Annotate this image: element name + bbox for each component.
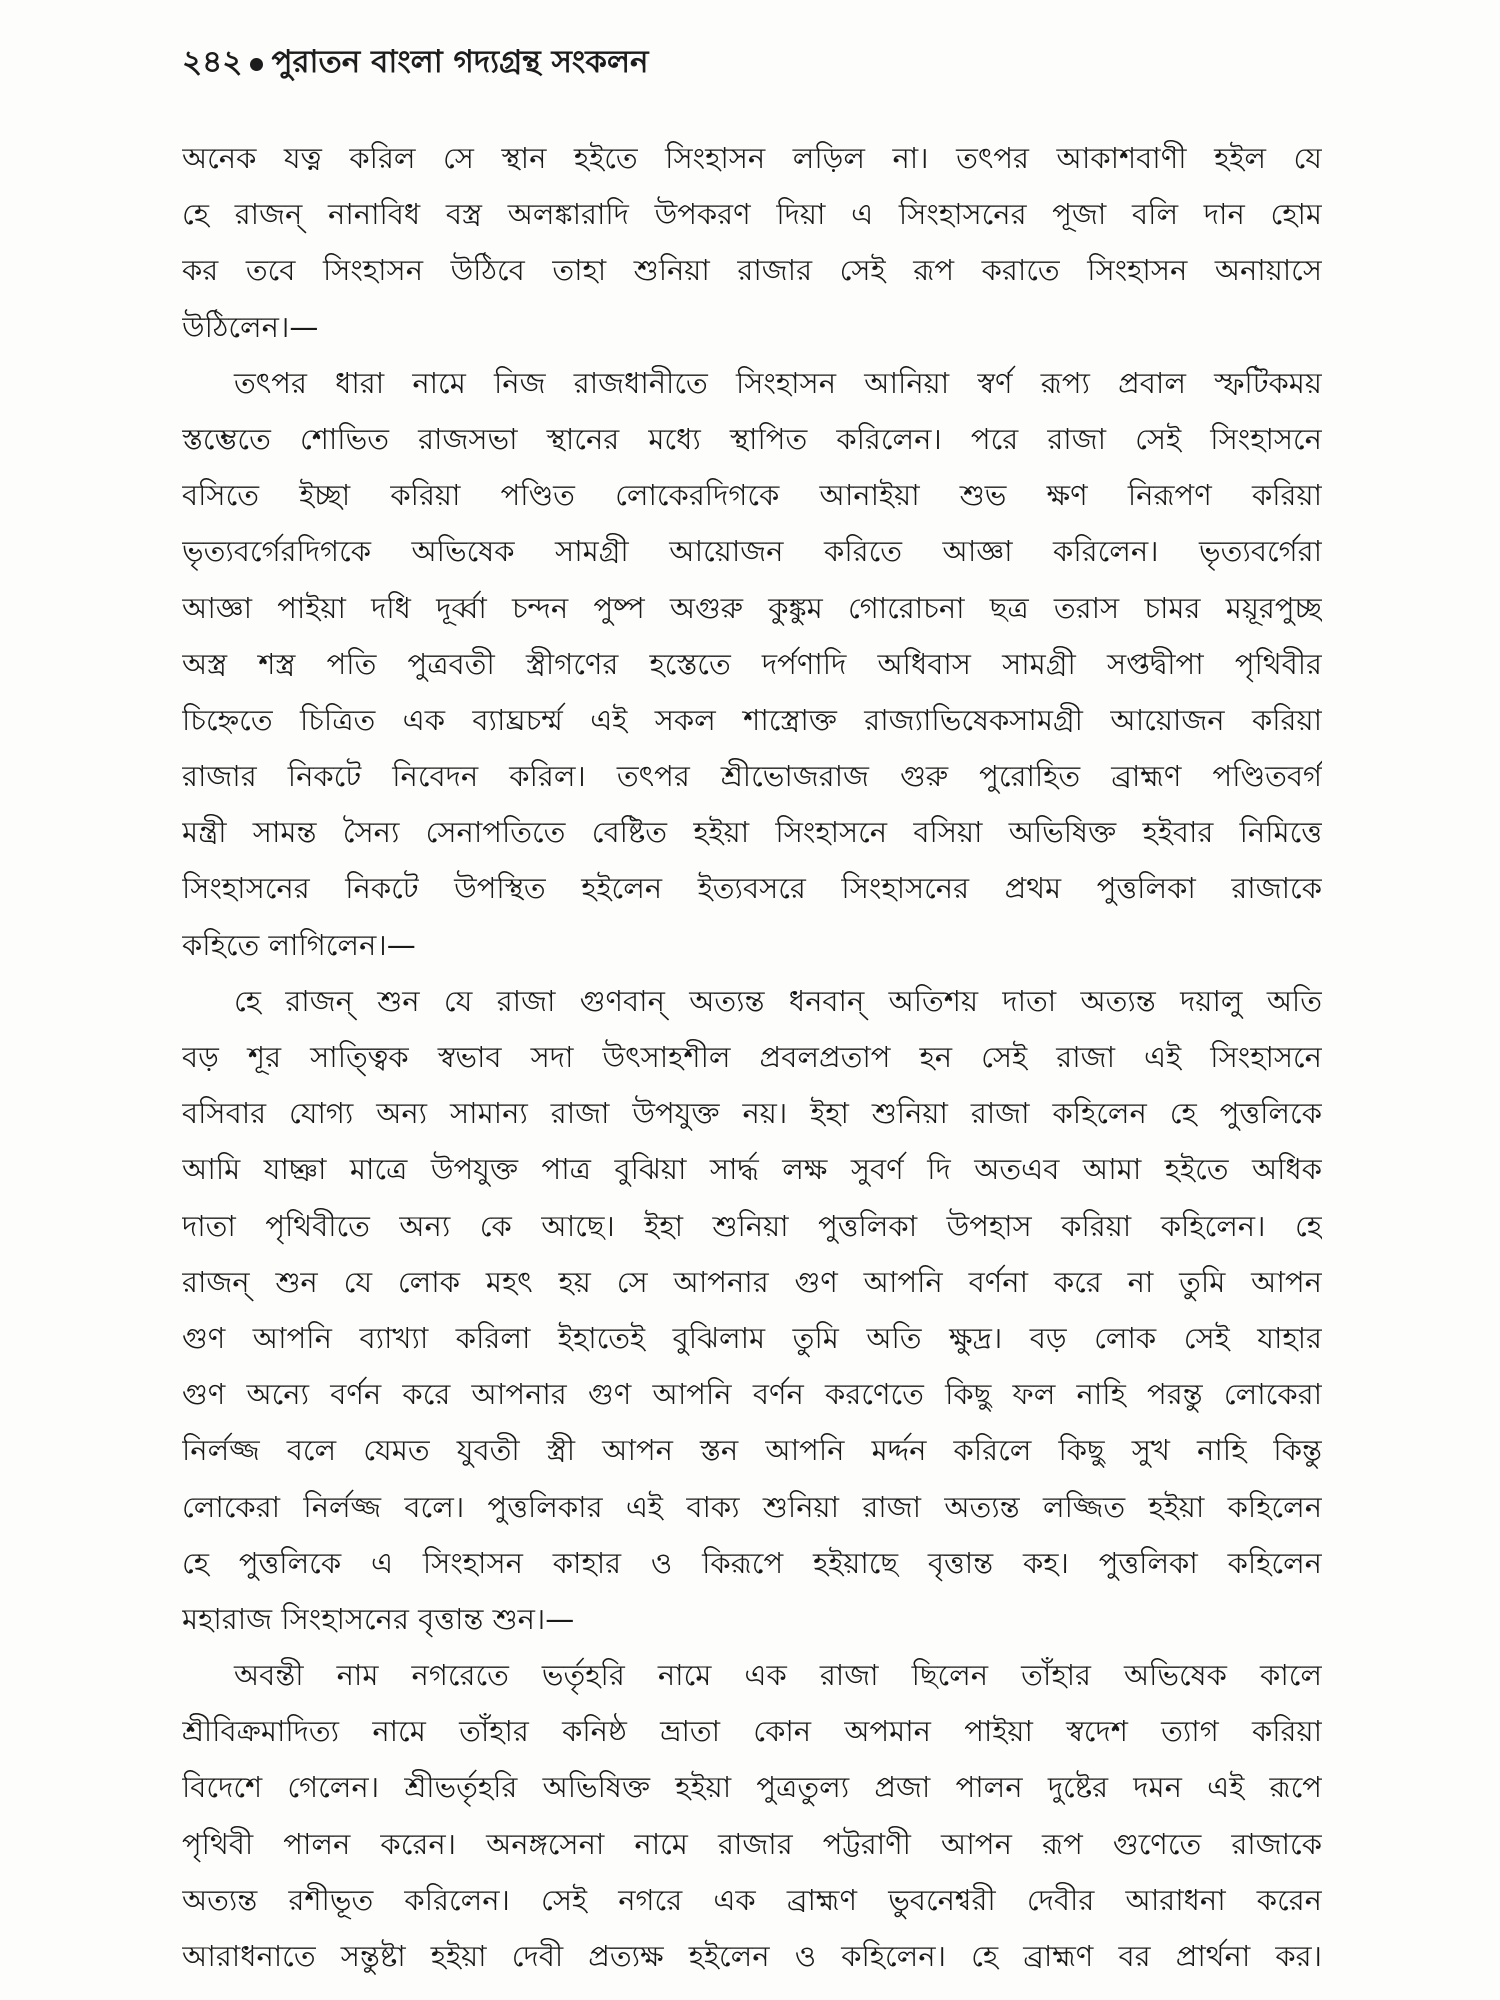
text-line: আমি যাচ্ঞা মাত্রে উপযুক্ত পাত্র বুঝিয়া সার্দ্ধ লক্ষ সুবর্ণ দি অতএব আমা হইতে অধিক — [182, 1152, 1322, 1187]
text-line: বড় শূর সাত্ত্বিক স্বভাব সদা উৎসাহশীল প্রবলপ্রতাপ হন সেই রাজা এই সিংহাসনে — [182, 1040, 1322, 1074]
text-line: সিংহাসনের নিকটে উপস্থিত হইলেন ইত্যবসরে সিংহাসনের প্রথম পুত্তলিকা রাজাকে — [182, 871, 1322, 906]
text-line: ভৃত্যবর্গেরদিগকে অভিষেক সামগ্রী আয়োজন করিতে আজ্ঞা করিলেন। ভৃত্যবর্গেরা — [182, 534, 1322, 569]
text-line: অনেক যত্ন করিল সে স্থান হইতে সিংহাসন লড়িল না। তৎপর আকাশবাণী হইল যে — [182, 141, 1322, 175]
text-line: কহিতে লাগিলেন।— — [182, 927, 416, 962]
text-line: তৎপর ধারা নামে নিজ রাজধানীতে সিংহাসন আনিয়া স্বর্ণ রূপ্য প্রবাল স্ফটিকময় — [234, 365, 1322, 400]
text-line: মন্ত্রী সামন্ত সৈন্য সেনাপতিতে বেষ্টিত হইয়া সিংহাসনে বসিয়া অভিষিক্ত হইবার নিমিত্তে — [182, 815, 1322, 850]
text-line: লোকেরা নির্লজ্জ বলে। পুত্তলিকার এই বাক্য শুনিয়া রাজা অত্যন্ত লজ্জিত হইয়া কহিলেন — [182, 1489, 1322, 1524]
page-number: ২৪২ — [182, 44, 243, 80]
text-line: হে পুত্তলিকে এ সিংহাসন কাহার ও কিরূপে হইয়াছে বৃত্তান্ত কহ। পুত্তলিকা কহিলেন — [182, 1545, 1322, 1580]
text-line: উঠিলেন।— — [182, 309, 319, 344]
body-text — [182, 130, 1322, 1984]
text-line: আরাধনাতে সন্তুষ্টা হইয়া দেবী প্রত্যক্ষ হইলেন ও কহিলেন। হে ব্রাহ্মণ বর প্রার্থনা কর। — [182, 1939, 1322, 1973]
running-head — [182, 38, 649, 90]
text-line: গুণ অন্যে বর্ণন করে আপনার গুণ আপনি বর্ণন করণেতে কিছু ফল নাহি পরন্তু লোকেরা — [182, 1377, 1322, 1412]
text-line: কর তবে সিংহাসন উঠিবে তাহা শুনিয়া রাজার সেই রূপ করাতে সিংহাসন অনায়াসে — [182, 253, 1322, 288]
text-line: গুণ আপনি ব্যাখ্যা করিলা ইহাতেই বুঝিলাম তুমি অতি ক্ষুদ্র। বড় লোক সেই যাহার — [182, 1320, 1322, 1355]
text-line: রাজার নিকটে নিবেদন করিল। তৎপর শ্রীভোজরাজ গুরু পুরোহিত ব্রাহ্মণ পণ্ডিতবর্গ — [182, 759, 1322, 794]
text-line: হে রাজন্ নানাবিধ বস্ত্র অলঙ্কারাদি উপকরণ দিয়া এ সিংহাসনের পূজা বলি দান হোম — [182, 197, 1322, 232]
text-line: বসিতে ইচ্ছা করিয়া পণ্ডিত লোকেরদিগকে আনাইয়া শুভ ক্ষণ নিরূপণ করিয়া — [182, 478, 1322, 513]
book-title: পুরাতন বাংলা গদ্যগ্রন্থ সংকলন — [271, 44, 649, 80]
text-line: দাতা পৃথিবীতে অন্য কে আছে। ইহা শুনিয়া পুত্তলিকা উপহাস করিয়া কহিলেন। হে — [182, 1208, 1322, 1243]
text-line: চিহ্নেতে চিত্রিত এক ব্যাঘ্রচর্ম্ম এই সকল শাস্ত্রোক্ত রাজ্যাভিষেকসামগ্রী আয়োজন করিয়া — [182, 702, 1322, 737]
text-line: বসিবার যোগ্য অন্য সামান্য রাজা উপযুক্ত নয়। ইহা শুনিয়া রাজা কহিলেন হে পুত্তলিকে — [182, 1096, 1322, 1131]
text-line: বিদেশে গেলেন। শ্রীভর্তৃহরি অভিষিক্ত হইয়া পুত্রতুল্য প্রজা পালন দুষ্টের দমন এই রূপে — [182, 1770, 1322, 1805]
text-line: স্তম্ভেতে শোভিত রাজসভা স্থানের মধ্যে স্থাপিত করিলেন। পরে রাজা সেই সিংহাসনে — [182, 421, 1322, 456]
text-line: শ্রীবিক্রমাদিত্য নামে তাঁহার কনিষ্ঠ ভ্রাতা কোন অপমান পাইয়া স্বদেশ ত্যাগ করিয়া — [182, 1714, 1322, 1749]
text-line: মহারাজ সিংহাসনের বৃত্তান্ত শুন।— — [182, 1601, 575, 1636]
text-line: অবন্তী নাম নগরেতে ভর্তৃহরি নামে এক রাজা ছিলেন তাঁহার অভিষেক কালে — [234, 1658, 1322, 1693]
bullet-separator-icon — [250, 58, 263, 71]
text-line: অস্ত্র শস্ত্র পতি পুত্রবতী স্ত্রীগণের হস্তেতে দর্পণাদি অধিবাস সামগ্রী সপ্তদ্বীপা পৃথিবীর — [182, 646, 1322, 681]
text-line: নির্লজ্জ বলে যেমত যুবতী স্ত্রী আপন স্তন আপনি মর্দ্দন করিলে কিছু সুখ নাহি কিন্তু — [182, 1433, 1322, 1468]
text-line: পৃথিবী পালন করেন। অনঙ্গসেনা নামে রাজার পট্টরাণী আপন রূপ গুণেতে রাজাকে — [182, 1826, 1322, 1861]
text-line: অত্যন্ত রশীভূত করিলেন। সেই নগরে এক ব্রাহ্মণ ভুবনেশ্বরী দেবীর আরাধনা করেন — [182, 1882, 1322, 1917]
text-line: হে রাজন্ শুন যে রাজা গুণবান্ অত্যন্ত ধনবান্ অতিশয় দাতা অত্যন্ত দয়ালু অতি — [234, 983, 1322, 1018]
text-line: আজ্ঞা পাইয়া দধি দূর্ব্বা চন্দন পুষ্প অগুরু কুঙ্কুম গোরোচনা ছত্র তরাস চামর ময়ূরপুচ্ছ — [182, 590, 1322, 625]
text-line: রাজন্ শুন যে লোক মহৎ হয় সে আপনার গুণ আপনি বর্ণনা করে না তুমি আপন — [182, 1264, 1322, 1299]
